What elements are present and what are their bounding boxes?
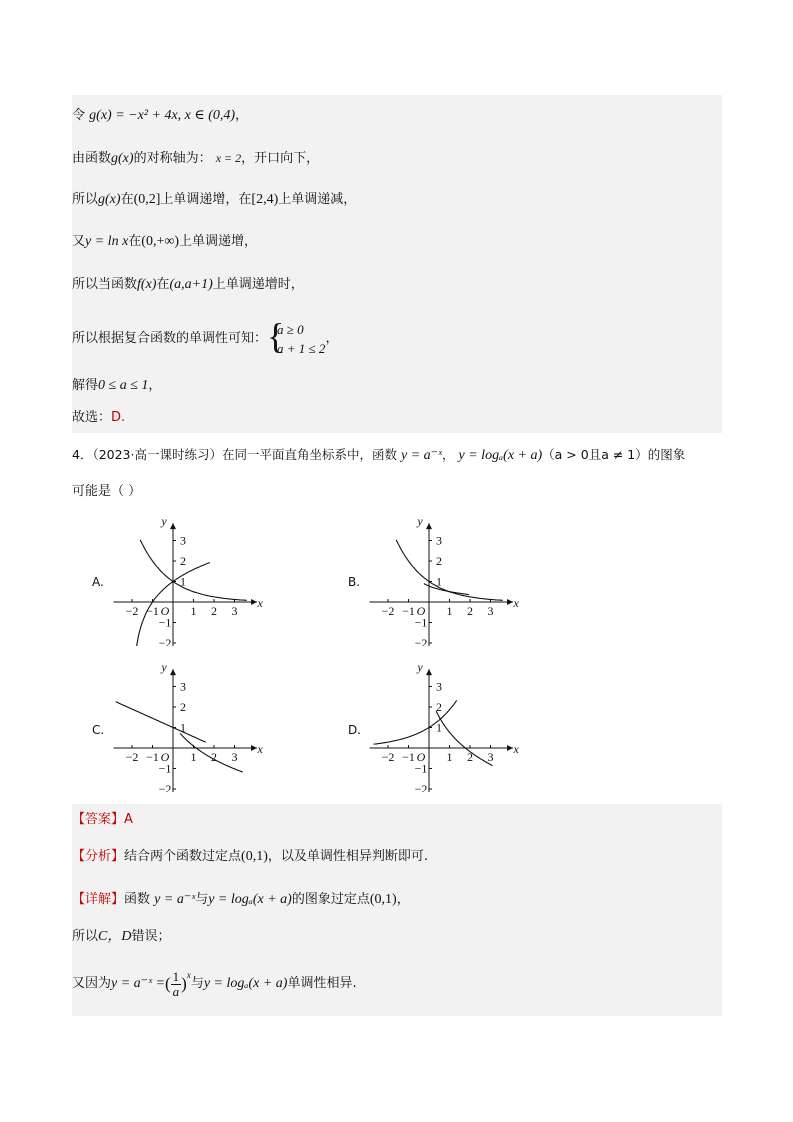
- x-tick-label: −1: [402, 750, 415, 764]
- log-curve: [436, 711, 492, 766]
- question-number: 4．: [72, 447, 93, 462]
- y-tick-label: 3: [180, 533, 186, 548]
- y-tick-label: 1: [180, 574, 186, 589]
- x-tick-label: −1: [146, 604, 159, 618]
- exp-curve: [396, 540, 503, 600]
- final-line: 又因为 y = a⁻ˣ = ( $\frac{1}{a}$ ) x 与 y = logₐ(x + a) 单调性相异.: [72, 968, 357, 999]
- x-axis-label: x: [513, 596, 519, 610]
- x-axis-label: x: [513, 742, 519, 756]
- option-d-label[interactable]: D.: [348, 723, 362, 737]
- answer-value: A: [124, 812, 133, 827]
- y-tick-label: −2: [158, 782, 172, 792]
- x-axis-label: x: [257, 742, 263, 756]
- x-tick-label: 2: [211, 750, 217, 764]
- x-tick-label: 3: [231, 750, 238, 764]
- origin-label: O: [416, 604, 426, 618]
- option-c-label[interactable]: C.: [92, 723, 105, 737]
- y-tick-label: 2: [180, 700, 186, 714]
- inequality-system: { a ≥ 0 a + 1 ≤ 2: [267, 316, 326, 356]
- x-axis-arrow: [251, 745, 257, 751]
- y-axis-label: y: [417, 514, 423, 529]
- exp-curve: [140, 540, 247, 600]
- x-tick-label: 3: [487, 604, 494, 618]
- solution-block: [72, 95, 722, 433]
- x-tick-label: −2: [381, 750, 395, 764]
- math-expr: g(x) = −x² + 4x, x ∈ (0,4): [89, 108, 236, 123]
- exp-curve: [116, 702, 206, 743]
- x-axis-arrow: [251, 599, 257, 605]
- y-tick-label: −1: [414, 615, 428, 630]
- y-tick-label: −1: [158, 615, 172, 630]
- y-tick-label: 1: [436, 574, 442, 589]
- answer-line: [72, 811, 133, 829]
- x-tick-label: −2: [381, 604, 395, 618]
- wrong-options-line: 所以C，D错误；: [72, 929, 171, 944]
- y-tick-label: 3: [436, 533, 442, 548]
- solution-line-1: 令 g(x) = −x² + 4x, x ∈ (0,4)，: [72, 108, 249, 123]
- question-source: （2023·高一课时练习）: [92, 447, 222, 462]
- log-curve: [133, 563, 210, 647]
- y-axis-arrow: [426, 523, 432, 529]
- analysis-line: 【分析】结合两个函数过定点(0,1)，以及单调性相异判断即可.: [72, 849, 428, 864]
- y-axis-arrow: [170, 669, 176, 675]
- log-curve: [424, 584, 469, 595]
- option-b-label[interactable]: B.: [348, 575, 361, 589]
- solution-line-5: 所以当函数f(x)在(a,a+1)上单调递增时，: [72, 277, 304, 292]
- x-axis-arrow: [507, 599, 513, 605]
- exp-curve: [374, 700, 457, 744]
- detail-tag: 【详解】: [72, 892, 125, 907]
- y-tick-label: −1: [158, 761, 172, 776]
- y-tick-label: −2: [414, 636, 428, 646]
- x-tick-label: 3: [487, 750, 494, 764]
- x-tick-label: 2: [467, 750, 473, 764]
- y-tick-label: 3: [436, 679, 442, 694]
- y-tick-label: −1: [414, 761, 428, 776]
- answer-tag: 【答案】: [72, 812, 125, 827]
- origin-label: O: [416, 750, 426, 764]
- option-b-graph[interactable]: [366, 514, 536, 646]
- x-tick-label: 2: [467, 604, 473, 618]
- x-tick-label: 3: [231, 604, 238, 618]
- y-tick-label: 1: [180, 720, 186, 735]
- y-tick-label: 1: [436, 720, 442, 735]
- option-a-graph[interactable]: [110, 514, 280, 646]
- option-a-label[interactable]: A.: [92, 575, 104, 589]
- fraction: $\frac{1}{a}$: [172, 968, 180, 999]
- solution-line-6: 所以根据复合函数的单调性可知： { a ≥ 0 a + 1 ≤ 2 ，: [72, 316, 339, 356]
- question-stem-line-2: 可能是（ ）: [72, 484, 142, 499]
- x-axis-arrow: [507, 745, 513, 751]
- y-tick-label: 2: [436, 554, 442, 568]
- x-tick-label: −2: [125, 750, 139, 764]
- y-axis-arrow: [170, 523, 176, 529]
- detail-line: 【详解】函数 y = a⁻ˣ与y = logₐ(x + a)的图象过定点(0,1)，: [72, 892, 410, 907]
- y-axis-label: y: [161, 660, 167, 675]
- x-tick-label: 1: [446, 750, 453, 764]
- y-axis-label: y: [417, 660, 423, 675]
- y-tick-label: 2: [436, 700, 442, 714]
- question-stem: 4．（2023·高一课时练习）在同一平面直角坐标系中，函数 y = a⁻ˣ， y = logₐ(x + a)（a > 0且a ≠ 1）的图象: [72, 447, 686, 463]
- x-tick-label: 1: [446, 604, 453, 618]
- y-tick-label: −2: [414, 782, 428, 792]
- y-tick-label: 3: [180, 679, 186, 694]
- origin-label: O: [160, 750, 170, 764]
- origin-label: O: [160, 604, 170, 618]
- answer-choice: D.: [111, 410, 126, 425]
- analysis-tag: 【分析】: [72, 849, 125, 864]
- y-tick-label: −2: [158, 636, 172, 646]
- x-tick-label: −1: [402, 604, 415, 618]
- x-axis-label: x: [257, 596, 263, 610]
- x-tick-label: −1: [146, 750, 159, 764]
- solution-line-8: 故选：D.: [72, 410, 126, 425]
- y-axis-label: y: [161, 514, 167, 529]
- solution-line-7: 解得0 ≤ a ≤ 1，: [72, 378, 162, 393]
- x-tick-label: −2: [125, 604, 139, 618]
- option-d-graph[interactable]: [366, 660, 536, 792]
- solution-line-4: 又y = ln x在(0,+∞)上单调递增，: [72, 234, 258, 249]
- option-c-graph[interactable]: [110, 660, 280, 792]
- x-tick-label: 2: [211, 604, 217, 618]
- y-axis-arrow: [426, 669, 432, 675]
- x-tick-label: 1: [190, 604, 197, 618]
- x-tick-label: 1: [190, 750, 197, 764]
- y-tick-label: 2: [180, 554, 186, 568]
- solution-line-2: 由函数g(x)的对称轴为： x = 2，开口向下，: [72, 151, 320, 166]
- solution-line-3: 所以g(x)在(0,2]上单调递增，在[2,4)上单调递减，: [72, 192, 357, 207]
